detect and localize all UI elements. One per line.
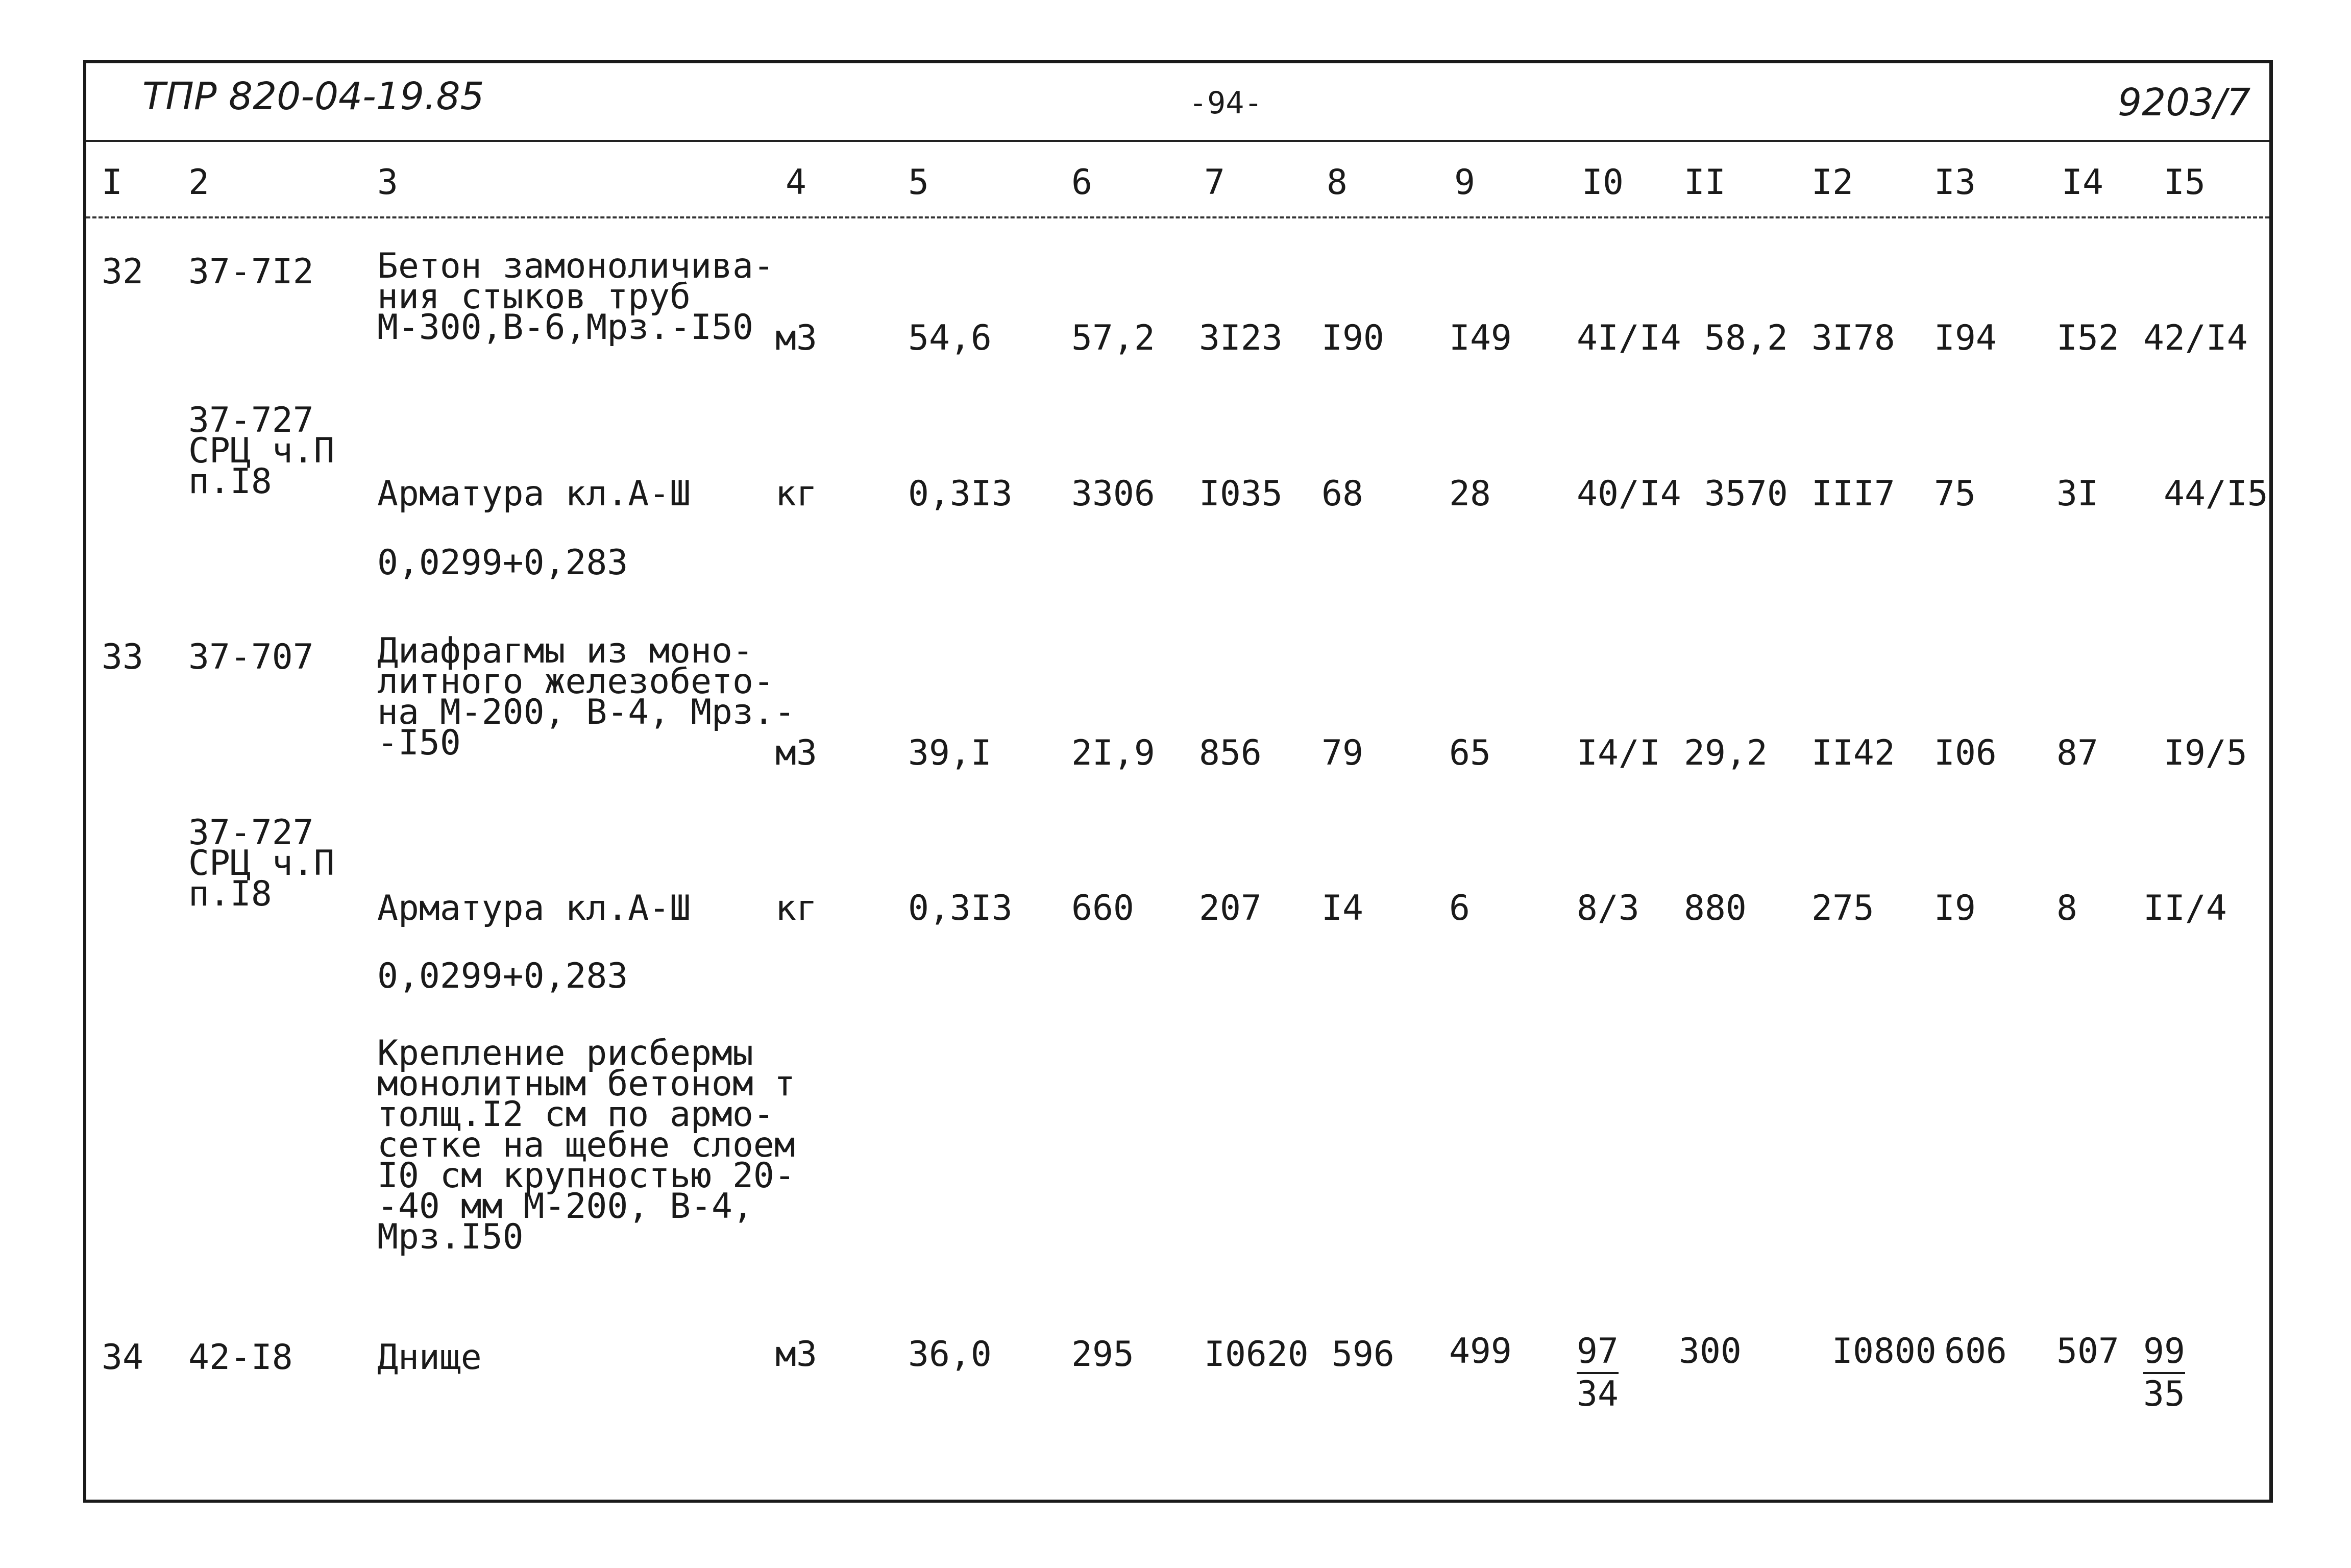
column-header-1: I: [102, 162, 123, 203]
column-header-6: 6: [1071, 162, 1092, 203]
row-33-col9: 65: [1449, 733, 1491, 773]
row-34-col10-denominator: 34: [1577, 1374, 1619, 1414]
column-header-11: II: [1684, 162, 1726, 203]
column-header-8: 8: [1327, 162, 1348, 203]
column-header-12: I2: [1811, 162, 1853, 203]
row-34-code: 42-I8: [188, 1337, 293, 1378]
row-32-col5: 54,6: [908, 318, 992, 358]
row-34-col5: 36,0: [908, 1334, 992, 1375]
row-33-col14: 87: [2056, 733, 2098, 773]
row-32-col8: I90: [1321, 318, 1384, 358]
section-note-risberm: Крепление рисбермы монолитным бетоном т толщ.I2 см по армо- сетке на щебне слоем I0 см крупностью 20- -40 мм М-200, В-4, Мрз.I50: [377, 1033, 795, 1257]
row-32-rebar-description: Арматура кл.А-Ш: [377, 474, 691, 514]
row-34-col12: I0800: [1832, 1331, 1937, 1371]
row-32-col6: 57,2: [1071, 318, 1155, 358]
row-32-col11: 58,2: [1704, 318, 1788, 358]
row-33-rebar-col11: 880: [1684, 888, 1747, 928]
row-33-col8: 79: [1321, 733, 1363, 773]
row-33-rebar-col10: 8/3: [1577, 888, 1639, 928]
row-34-col7: I0620: [1204, 1334, 1309, 1375]
row-33-col12: II42: [1811, 733, 1895, 773]
row-33-number: 33: [102, 637, 143, 677]
column-header-4: 4: [786, 162, 806, 203]
column-header-7: 7: [1204, 162, 1225, 203]
row-33-rebar-code: 37-727 СРЦ ч.П п.I8: [188, 813, 335, 914]
row-33-rebar-col6: 660: [1071, 888, 1134, 928]
row-32-rebar-col14: 3I: [2056, 474, 2098, 514]
row-32-rebar-code: 37-727 СРЦ ч.П п.I8: [188, 400, 335, 502]
row-33-code: 37-707: [188, 637, 314, 677]
column-header-2: 2: [188, 162, 209, 203]
column-header-14: I4: [2062, 162, 2103, 203]
row-32-col10: 4I/I4: [1577, 318, 1681, 358]
row-34-col13: 606: [1944, 1331, 2007, 1371]
column-header-3: 3: [377, 162, 398, 203]
column-header-15: I5: [2164, 162, 2206, 203]
document-sheet: [83, 60, 2273, 1503]
row-32-rebar-col10: 40/I4: [1577, 474, 1681, 514]
row-34-col10-fraction: [1577, 1331, 1619, 1414]
sheet-code: 9203/7: [2118, 81, 2251, 125]
row-34-col15-numerator: 99: [2143, 1334, 2185, 1374]
row-33-rebar-unit: кг: [775, 888, 817, 928]
row-33-rebar-col9: 6: [1449, 888, 1470, 928]
row-34-col6: 295: [1071, 1334, 1134, 1375]
row-33-col11: 29,2: [1684, 733, 1768, 773]
row-32-rebar-formula: 0,0299+0,283: [377, 543, 628, 583]
row-32-unit: м3: [775, 318, 817, 358]
row-33-col13: I06: [1934, 733, 1997, 773]
column-header-10: I0: [1582, 162, 1624, 203]
row-32-rebar-col12: III7: [1811, 474, 1895, 514]
row-32-col9: I49: [1449, 318, 1512, 358]
column-header-9: 9: [1454, 162, 1475, 203]
row-32-rebar-unit: кг: [775, 474, 817, 514]
row-32-rebar-col6: 3306: [1071, 474, 1155, 514]
page-number: -94-: [1189, 85, 1263, 121]
row-34-description: Днище: [377, 1337, 482, 1378]
row-33-col10: I4/I: [1577, 733, 1660, 773]
row-32-col13: I94: [1934, 318, 1997, 358]
row-32-code: 37-7I2: [188, 252, 314, 292]
row-33-rebar-col5: 0,3I3: [908, 888, 1013, 928]
row-32-rebar-col7: I035: [1199, 474, 1283, 514]
row-33-col6: 2I,9: [1071, 733, 1155, 773]
row-33-rebar-col14: 8: [2056, 888, 2077, 928]
row-32-description: Бетон замоноличива- ния стыков труб М-300,В-6,Мрз.-I50: [377, 246, 774, 348]
row-34-number: 34: [102, 1337, 143, 1378]
row-33-unit: м3: [775, 733, 817, 773]
row-32-col14: I52: [2056, 318, 2119, 358]
row-32-rebar-col8: 68: [1321, 474, 1363, 514]
row-32-rebar-col15: 44/I5: [2164, 474, 2268, 514]
row-32-col15: 42/I4: [2143, 318, 2248, 358]
row-32-col12: 3I78: [1811, 318, 1895, 358]
row-34-col15-denominator: 35: [2143, 1374, 2185, 1414]
row-34-col8: 596: [1332, 1334, 1394, 1375]
row-34-col9: 499: [1449, 1331, 1512, 1371]
header-rule: [86, 140, 2269, 142]
document-code: ТПР 820-04-19.85: [142, 75, 484, 118]
row-33-col7: 856: [1199, 733, 1262, 773]
row-33-rebar-col15: II/4: [2143, 888, 2227, 928]
row-32-rebar-col11: 3570: [1704, 474, 1788, 514]
row-32-rebar-col13: 75: [1934, 474, 1976, 514]
row-33-col15: I9/5: [2164, 733, 2247, 773]
column-header-5: 5: [908, 162, 929, 203]
row-33-rebar-col13: I9: [1934, 888, 1976, 928]
row-33-rebar-description: Арматура кл.А-Ш: [377, 888, 691, 928]
column-header-rule: [86, 216, 2269, 218]
row-33-rebar-col7: 207: [1199, 888, 1262, 928]
row-32-number: 32: [102, 252, 143, 292]
row-32-col7: 3I23: [1199, 318, 1283, 358]
column-header-13: I3: [1934, 162, 1976, 203]
row-34-col11: 300: [1679, 1331, 1742, 1371]
row-34-col14: 507: [2056, 1331, 2119, 1371]
row-32-rebar-col9: 28: [1449, 474, 1491, 514]
row-34-col10-numerator: 97: [1577, 1334, 1619, 1374]
row-34-col15-fraction: [2143, 1331, 2185, 1414]
row-32-rebar-col5: 0,3I3: [908, 474, 1013, 514]
row-33-rebar-col12: 275: [1811, 888, 1874, 928]
row-33-col5: 39,I: [908, 733, 992, 773]
row-33-description: Диафрагмы из моно- литного железобето- на М-200, В-4, Мрз.- -I50: [377, 631, 795, 763]
row-33-rebar-formula: 0,0299+0,283: [377, 956, 628, 996]
row-33-rebar-col8: I4: [1321, 888, 1363, 928]
row-34-unit: м3: [775, 1334, 817, 1375]
